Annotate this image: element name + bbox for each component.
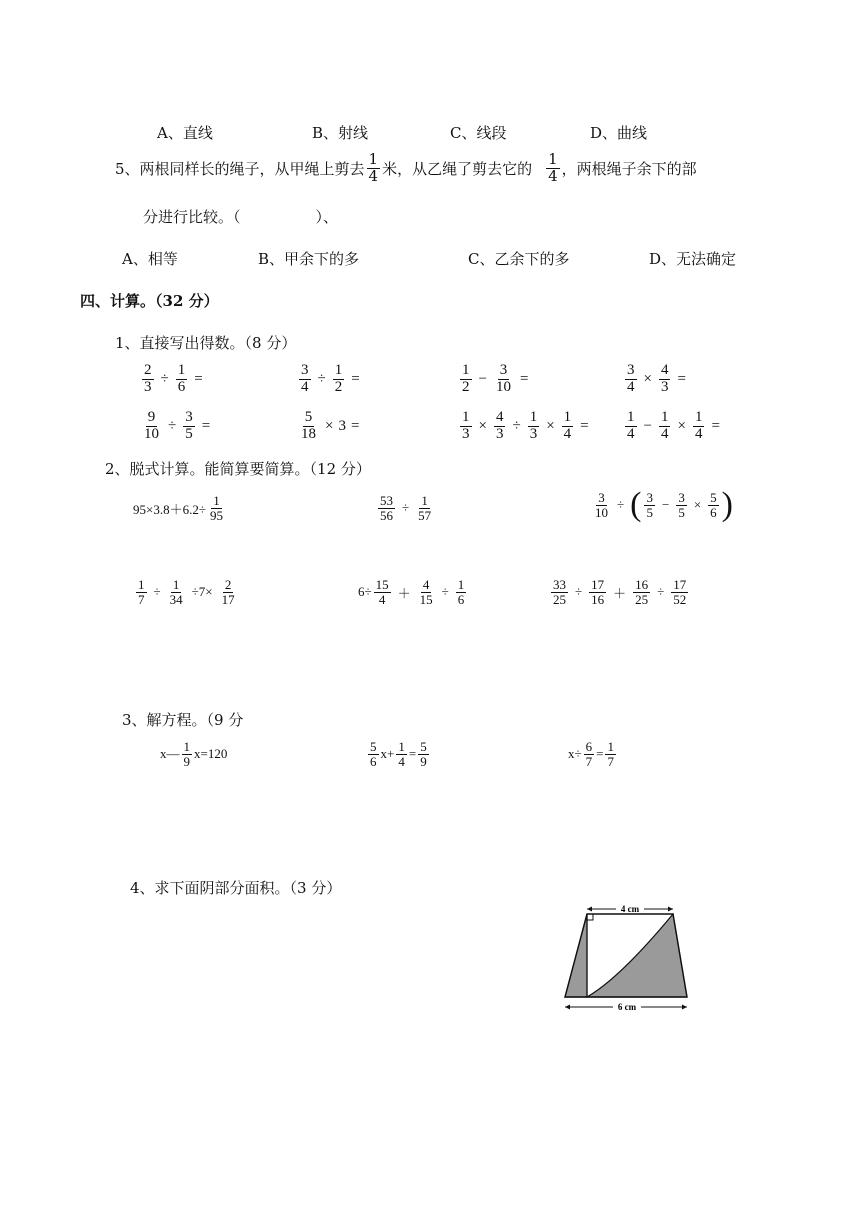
q5-option-b: B、甲余下的多 bbox=[258, 250, 360, 268]
q5-text1: 5、两根同样长的绳子，从甲绳上剪去 bbox=[115, 159, 365, 178]
q1-title: 1、直接写出得数。（8 分） bbox=[115, 334, 297, 352]
q1-item-1: $\frac{2}{3}$ ÷ $\frac{1}{6}$ = bbox=[144, 362, 203, 395]
q3-equation-2: $\frac{5}{6}$ x+ $\frac{1}{4}$ = $\frac{5}{9}$ bbox=[370, 739, 427, 769]
q5-text3: ，两根绳子余下的部 bbox=[561, 159, 697, 178]
q3-title: 3、解方程。（9 分 bbox=[122, 711, 244, 729]
top-label: 4 cm bbox=[620, 904, 640, 914]
q1-item-5: $\frac{9}{10}$ ÷ $\frac{3}{5}$ = bbox=[144, 409, 211, 442]
q5-fraction-1: $\frac{1}{4}$ bbox=[368, 150, 379, 185]
q2-expr-2: $\frac{53}{56}$ ÷ $\frac{1}{57}$ bbox=[380, 493, 432, 523]
q2-expr-1: 95×3.8＋6.2÷ $\frac{1}{95}$ bbox=[133, 493, 223, 523]
q1-item-2: $\frac{3}{4}$ ÷ $\frac{1}{2}$ = bbox=[301, 362, 360, 395]
q5-option-d: D、无法确定 bbox=[649, 250, 737, 268]
q1-item-6: $\frac{5}{18}$ × 3 = bbox=[301, 409, 360, 442]
shaded-right-region bbox=[587, 914, 687, 997]
q4-option-a: A、直线 bbox=[157, 124, 213, 142]
q2-expr-5: 6÷ $\frac{15}{4}$ ＋ $\frac{4}{15}$ ÷ $\frac{1}{6}$ bbox=[358, 577, 465, 607]
q5-option-a: A、相等 bbox=[122, 250, 178, 268]
q1-item-7: $\frac{1}{3}$ × $\frac{4}{3}$ ÷ $\frac{1}{3}$ × $\frac{1}{4}$ = bbox=[462, 409, 589, 442]
q5-text2: 米，从乙绳了剪去它的 bbox=[382, 159, 533, 178]
q1-item-4: $\frac{3}{4}$ × $\frac{4}{3}$ = bbox=[627, 362, 686, 395]
q2-title: 2、脱式计算。能简算要简算。（12 分） bbox=[105, 460, 371, 478]
bottom-dimension bbox=[565, 1002, 687, 1012]
q4-option-d: D、曲线 bbox=[590, 124, 648, 142]
q5-option-c: C、乙余下的多 bbox=[468, 250, 570, 268]
top-dimension bbox=[587, 904, 673, 914]
q2-expr-3: $\frac{3}{10}$ ÷ ( $\frac{3}{5}$ − $\frac{3}{5}$ × $\frac{5}{6}$ ) bbox=[595, 486, 733, 523]
q1-item-3: $\frac{1}{2}$ − $\frac{3}{10}$ = bbox=[462, 362, 529, 395]
q1-item-8: $\frac{1}{4}$ − $\frac{1}{4}$ × $\frac{1}{4}$ = bbox=[627, 409, 720, 442]
q3-equation-3: x÷ $\frac{6}{7}$ = $\frac{1}{7}$ bbox=[568, 739, 614, 769]
trapezoid-figure bbox=[560, 898, 695, 1016]
bottom-label: 6 cm bbox=[617, 1002, 637, 1012]
q3-equation-1: x— $\frac{1}{9}$ x=120 bbox=[160, 739, 228, 769]
q4-option-b: B、射线 bbox=[312, 124, 369, 142]
q5-fraction-2: $\frac{1}{4}$ bbox=[548, 150, 558, 185]
q2-expr-4: $\frac{1}{7}$ ÷ $\frac{1}{34}$ ÷7× $\frac{2}{17}$ bbox=[138, 577, 235, 607]
q5-line1 bbox=[115, 152, 697, 185]
section4-title: 四、计算。（32 分） bbox=[80, 292, 219, 310]
q2-expr-6: $\frac{33}{25}$ ÷ $\frac{17}{16}$ ＋ $\frac{16}{25}$ ÷ $\frac{17}{52}$ bbox=[553, 577, 687, 607]
q5-text4: 分进行比较。（ ）、 bbox=[143, 208, 339, 226]
q4-option-c: C、线段 bbox=[450, 124, 507, 142]
q4-title: 4、求下面阴部分面积。（3 分） bbox=[130, 879, 342, 897]
